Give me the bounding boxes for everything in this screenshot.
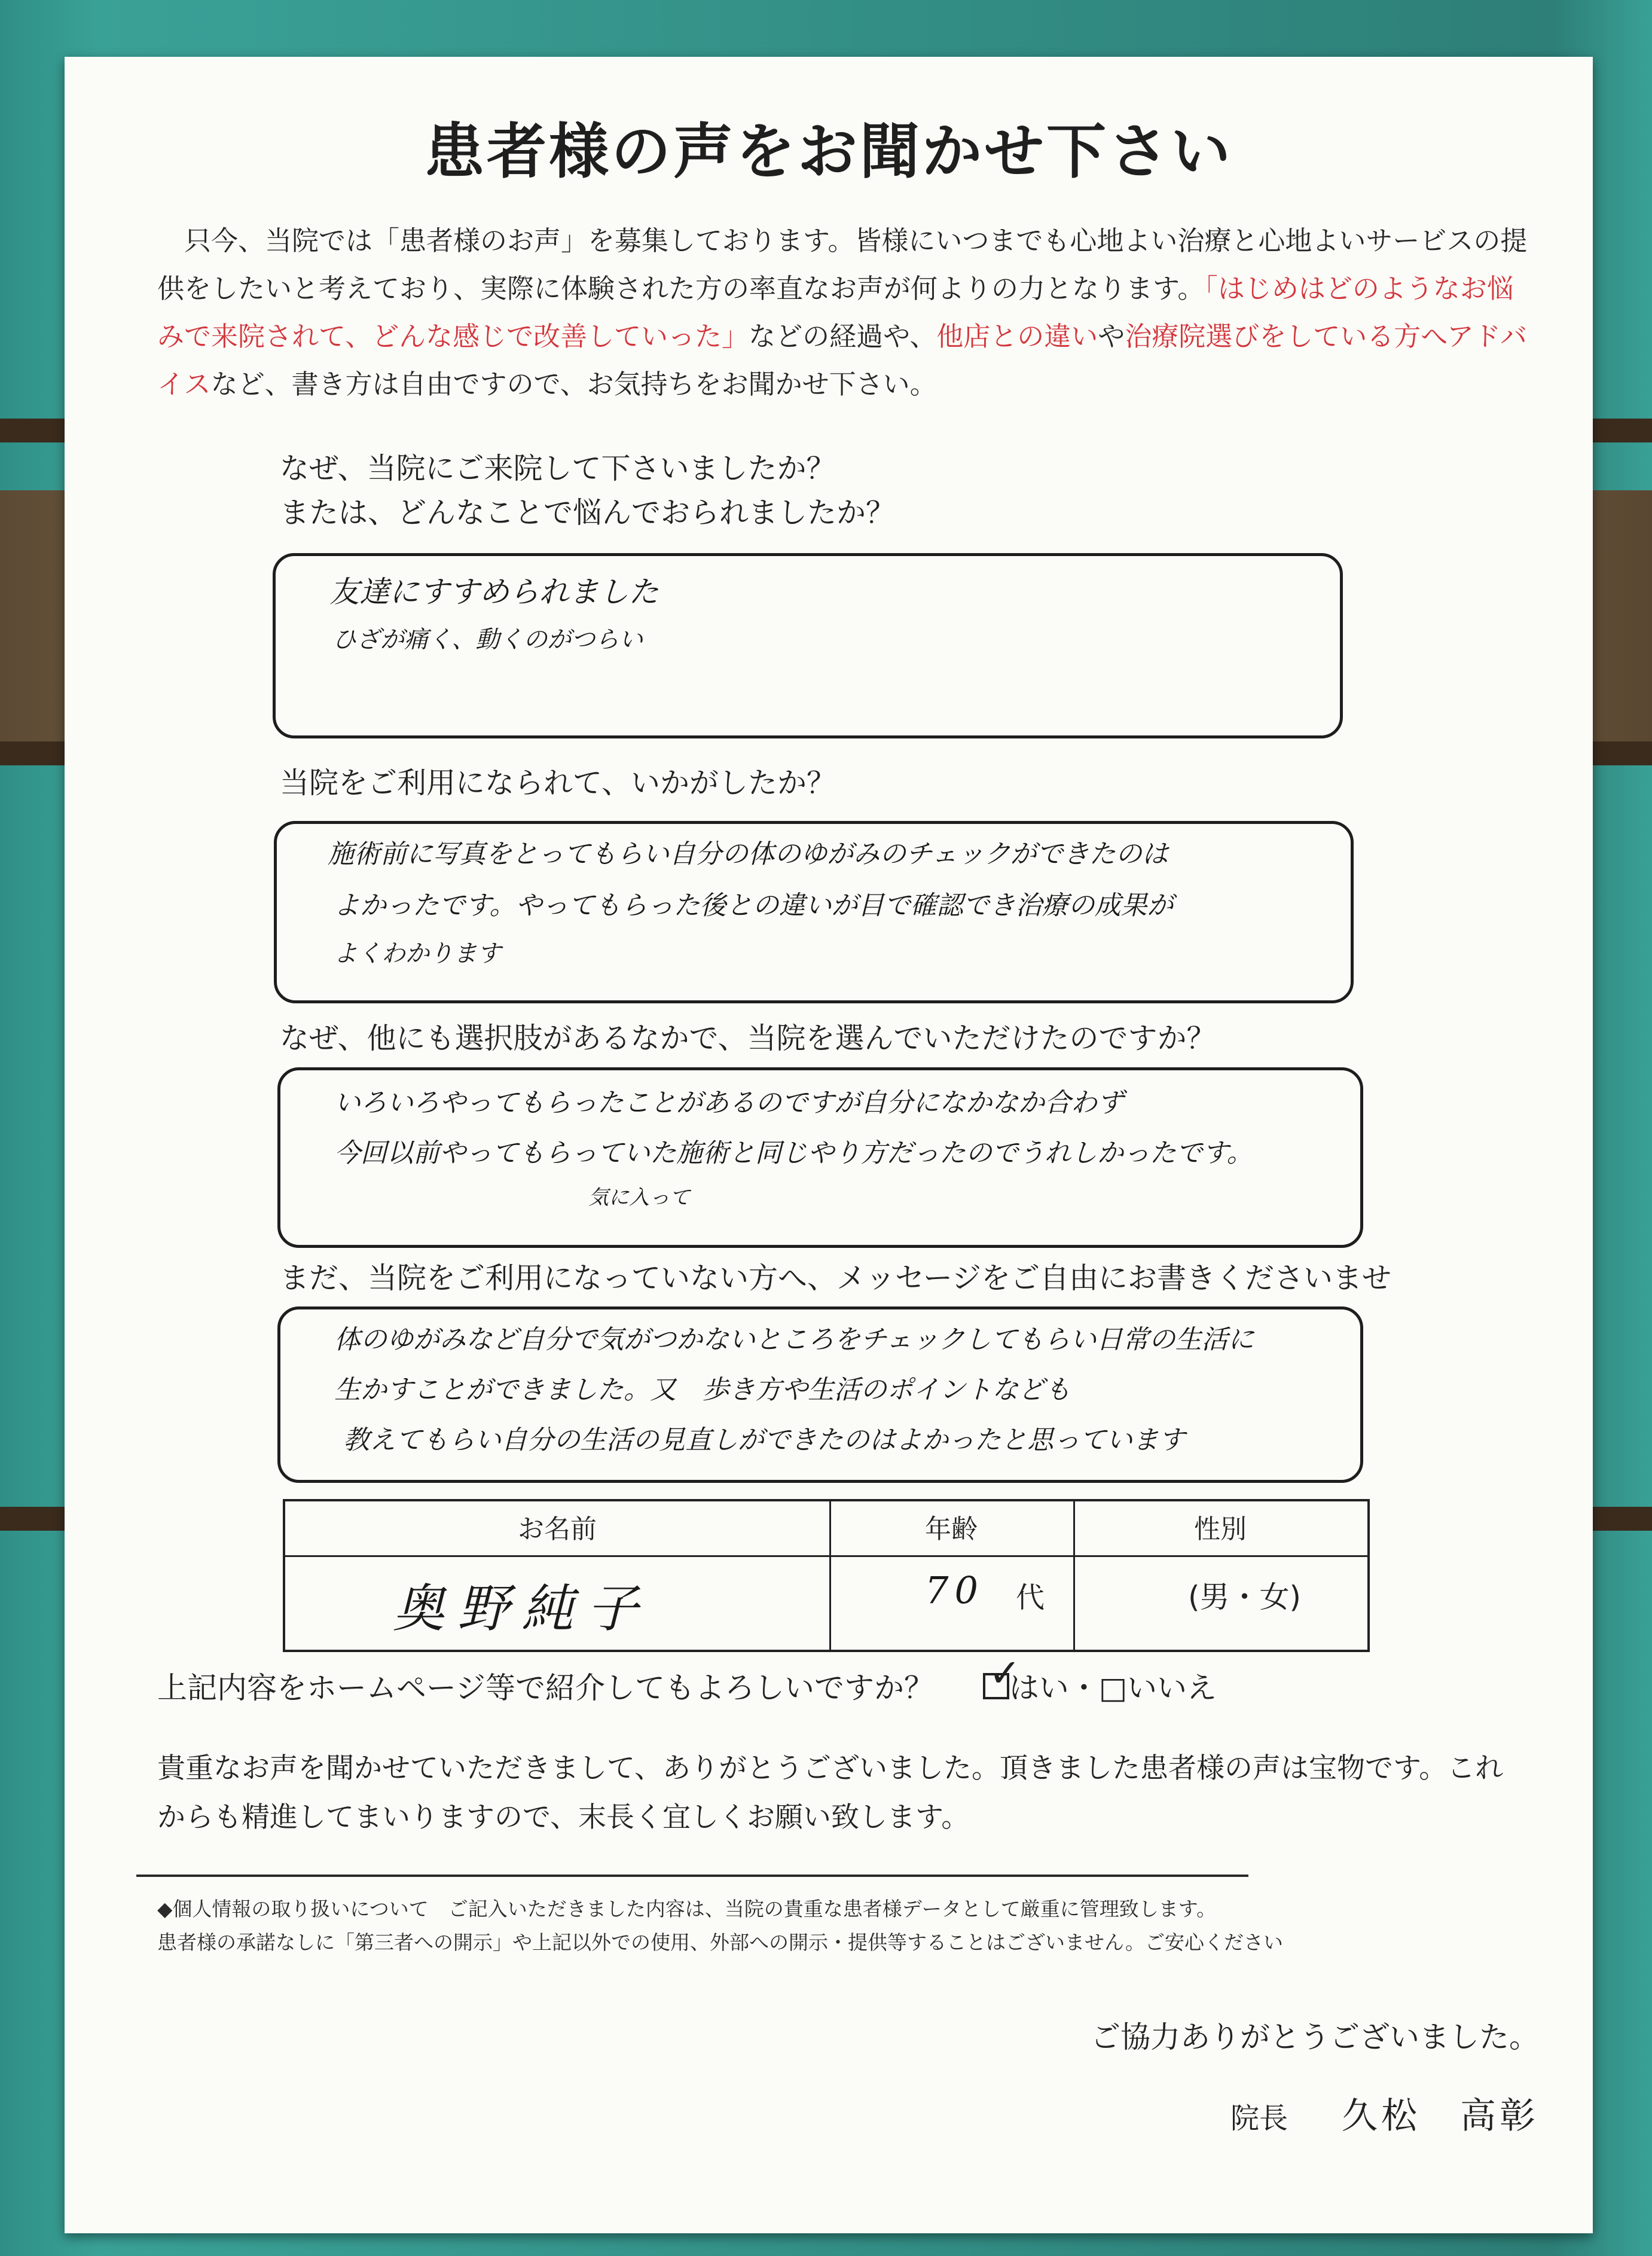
closing-message: ご協力ありがとうございました。 [1091,2020,1539,2054]
survey-sheet [65,57,1593,2233]
no-option[interactable]: □いいえ [1098,1671,1217,1705]
gender-header: 性別 [1194,1514,1247,1544]
privacy-line: 患者様の承諾なしに「第三者への開示」や上記以外での使用、外部への開示・提供等することはございません。ご安心ください [157,1931,1283,1954]
age-header: 年齢 [925,1514,978,1544]
handwritten-insertion: 気に入って [588,1186,690,1210]
question-3: なぜ、他にも選択肢があるなかで、当院を選んでいただけたのですか？ [280,1021,1216,1055]
question-1 [280,447,895,535]
yes-checkbox[interactable] [983,1651,1021,1699]
signature-role: 院長 [1230,2102,1288,2135]
handwritten-answer: 教えてもらい自分の生活の見直しができたのはよかったと思っています [343,1425,1185,1455]
gender-options[interactable]: (男・女) [1188,1580,1302,1614]
privacy-line: ◆個人情報の取り扱いについて ご記入いただきました内容は、当院の貴重な患者様データとして厳重に管理致します。 [157,1897,1217,1921]
answer-box-4[interactable] [277,1306,1363,1483]
patient-info-table [283,1499,1370,1652]
consent-question: 上記内容をホームページ等で紹介してもよろしいですか？ [157,1671,934,1705]
handwritten-answer: 体のゆがみなど自分で気がつかないところをチェックしてもらい日常の生活に [334,1324,1254,1355]
answer-box-1[interactable] [273,553,1343,738]
handwritten-answer: よかったです。やってもらった後との違いが目で確認でき治療の成果が [334,890,1174,921]
age-unit: 代 [1016,1581,1045,1614]
signature [1230,2087,1539,2139]
publish-consent [157,1651,1217,1707]
yes-label: はい [1009,1671,1069,1705]
age-field[interactable]: 70 [925,1568,984,1612]
intro-paragraph [157,217,1532,408]
intro-highlight: 他店との違い [936,320,1098,352]
handwritten-answer: 施術前に写真をとってもらい自分の体のゆがみのチェックができたのは [328,839,1168,869]
intro-text: や [1098,320,1125,352]
intro-highlight: 「はじめはどのようなお悩みで来院されて、どんな感じで改善していった」 [157,273,1514,352]
page-title: 患者様の声をお聞かせ下さい [425,117,1233,187]
handwritten-answer: よくわかります [334,940,501,967]
name-field[interactable]: 奥野純子 [393,1579,651,1639]
handwritten-answer: 友達にすすめられました [329,575,659,609]
handwritten-answer: 今回以前やってもらっていた施術と同じやり方だったのでうれしかったです。 [334,1138,1253,1168]
signature-name: 久松 高彰 [1342,2095,1539,2137]
intro-text: など、書き方は自由ですので、お気持ちをお聞かせ下さい。 [210,368,937,400]
consent-separator: ・ [1068,1671,1099,1705]
privacy-notice [157,1892,1283,1959]
check-mark-icon: ✓ [988,1651,1021,1696]
handwritten-answer: いろいろやってもらったことがあるのですが自分になかなか合わず [334,1088,1123,1118]
table-divider [285,1555,1367,1557]
intro-text: 只今、当院では「患者様のお声」を募集しております。皆様にいつまでも心地よい治療と心地よいサービスの提供をしたいと考えており、実際に体験された方の率直なお声が何よりの力となります。 [157,225,1528,304]
intro-highlight: 治療院選びをしている方へアドバイス [157,320,1528,400]
question-line: または、どんなことで悩んでおられましたか？ [280,496,896,530]
divider-line [136,1875,1248,1877]
answer-box-3[interactable] [277,1067,1363,1248]
name-header: お名前 [518,1514,597,1544]
intro-text: などの経過や、 [749,320,937,352]
question-line: なぜ、当院にご来院して下さいましたか？ [280,451,836,486]
thank-you-message: 貴重なお声を聞かせていただきまして、ありがとうございました。頂きました患者様の声は宝物です。これからも精進してまいりますので、末長く宜しくお願い致します。 [157,1752,1504,1834]
answer-box-2[interactable] [274,821,1354,1003]
question-4: まだ、当院をご利用になっていない方へ、メッセージをご自由にお書きくださいませ [280,1261,1392,1295]
handwritten-answer: ひざが痛く、動くのがつらい [332,626,643,654]
question-2: 当院をご利用になられて、いかがしたか？ [280,766,836,800]
handwritten-answer: 生かすことができました。又 歩き方や生活のポイントなども [334,1375,1071,1405]
